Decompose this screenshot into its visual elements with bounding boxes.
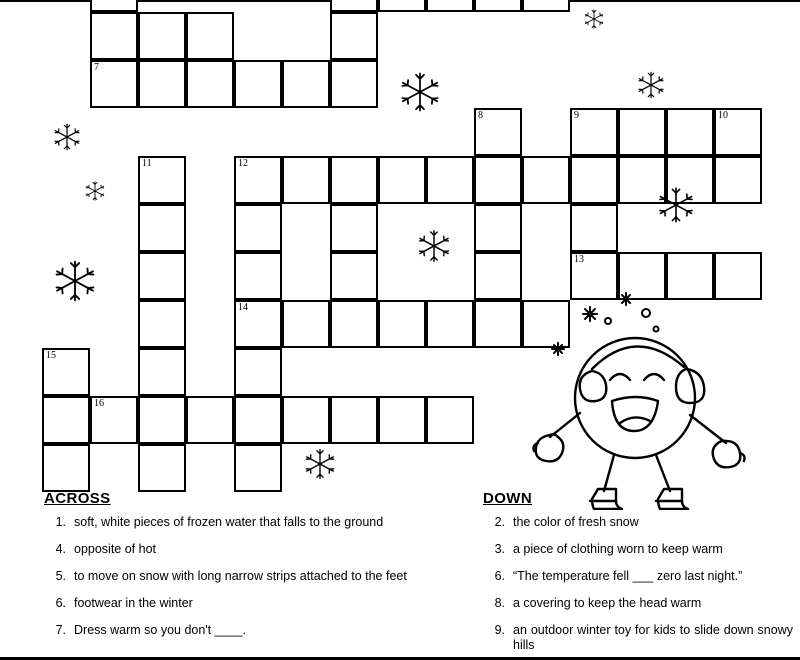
crossword-cell[interactable] <box>714 108 762 156</box>
crossword-cell[interactable] <box>234 204 282 252</box>
crossword-cell[interactable] <box>186 60 234 108</box>
crossword-cell[interactable] <box>90 396 138 444</box>
snowflake-icon <box>52 258 98 308</box>
crossword-cell[interactable] <box>426 396 474 444</box>
clue-number: 9. <box>494 623 505 637</box>
across-clue-item <box>44 542 474 557</box>
crossword-cell[interactable] <box>474 108 522 156</box>
crossword-cell[interactable] <box>570 204 618 252</box>
down-clue-item <box>483 596 793 611</box>
crossword-cell[interactable] <box>330 300 378 348</box>
cell-number: 16 <box>94 398 104 409</box>
crossword-cell[interactable] <box>330 252 378 300</box>
snowflake-icon <box>52 122 82 156</box>
crossword-cell[interactable] <box>666 108 714 156</box>
clue-number: 3. <box>494 542 505 556</box>
crossword-cell[interactable] <box>138 444 186 492</box>
crossword-cell[interactable] <box>234 396 282 444</box>
across-clue-item <box>44 515 474 530</box>
crossword-cell[interactable] <box>330 204 378 252</box>
crossword-cell[interactable] <box>282 156 330 204</box>
clue-text: soft, white pieces of frozen water that falls to the ground <box>74 515 384 529</box>
crossword-cell[interactable] <box>474 204 522 252</box>
crossword-cell[interactable] <box>138 252 186 300</box>
crossword-cell[interactable] <box>570 156 618 204</box>
crossword-cell[interactable] <box>378 156 426 204</box>
down-heading: DOWN <box>483 490 533 507</box>
crossword-cell[interactable] <box>378 300 426 348</box>
crossword-cell[interactable] <box>42 348 90 396</box>
across-clues <box>44 490 474 650</box>
crossword-cell[interactable] <box>138 300 186 348</box>
down-clue-item <box>483 515 793 530</box>
clue-text: a piece of clothing worn to keep warm <box>513 542 723 556</box>
clue-number: 6. <box>494 569 505 583</box>
cell-number: 13 <box>574 254 584 265</box>
snowflake-icon <box>636 70 666 104</box>
cell-number: 15 <box>46 350 56 361</box>
across-clue-item <box>44 569 474 584</box>
down-clue-list <box>483 515 793 653</box>
crossword-cell[interactable] <box>378 0 426 12</box>
crossword-cell[interactable] <box>42 396 90 444</box>
down-clue-item <box>483 542 793 557</box>
cell-number: 14 <box>238 302 248 313</box>
crossword-cell[interactable] <box>234 300 282 348</box>
cell-number: 7 <box>94 62 99 73</box>
clue-number: 6. <box>55 596 66 610</box>
clue-text: the color of fresh snow <box>513 515 639 529</box>
crossword-cell[interactable] <box>474 300 522 348</box>
clue-text: an outdoor winter toy for kids to slide down snowy hills <box>513 623 793 652</box>
cell-number: 8 <box>478 110 483 121</box>
crossword-cell[interactable] <box>42 444 90 492</box>
down-clue-item <box>483 623 793 653</box>
across-clue-item <box>44 596 474 611</box>
cell-number: 9 <box>574 110 579 121</box>
crossword-cell[interactable] <box>378 396 426 444</box>
crossword-cell[interactable] <box>138 12 186 60</box>
crossword-cell[interactable] <box>474 0 522 12</box>
crossword-cell[interactable] <box>282 60 330 108</box>
crossword-cell[interactable] <box>330 60 378 108</box>
crossword-cell[interactable] <box>138 348 186 396</box>
clue-text: to move on snow with long narrow strips attached to the feet <box>74 569 407 583</box>
crossword-cell[interactable] <box>474 156 522 204</box>
crossword-cell[interactable] <box>426 0 474 12</box>
down-clues <box>483 490 793 660</box>
clue-number: 4. <box>55 542 66 556</box>
crossword-cell[interactable] <box>522 156 570 204</box>
crossword-cell[interactable] <box>90 0 138 12</box>
crossword-cell[interactable] <box>330 396 378 444</box>
snowflake-icon <box>303 447 337 485</box>
crossword-cell[interactable] <box>330 0 378 12</box>
snowflake-icon <box>656 185 696 229</box>
clue-text: “The temperature fell ___ zero last night.” <box>513 569 743 583</box>
crossword-cell[interactable] <box>234 252 282 300</box>
crossword-cell[interactable] <box>474 252 522 300</box>
crossword-cell[interactable] <box>426 300 474 348</box>
crossword-cell[interactable] <box>714 156 762 204</box>
snowball-character-illustration <box>530 285 760 510</box>
cell-number: 12 <box>238 158 248 169</box>
clue-text: opposite of hot <box>74 542 157 556</box>
clue-number: 8. <box>494 596 505 610</box>
crossword-cell[interactable] <box>234 444 282 492</box>
clue-number: 2. <box>494 515 505 529</box>
crossword-cell[interactable] <box>282 396 330 444</box>
across-clue-list <box>44 515 474 638</box>
crossword-cell[interactable] <box>186 396 234 444</box>
crossword-cell[interactable] <box>234 156 282 204</box>
clue-section <box>0 490 800 658</box>
snowflake-icon <box>583 8 605 34</box>
across-clue-item <box>44 623 474 638</box>
crossword-cell[interactable] <box>186 12 234 60</box>
clue-number: 1. <box>55 515 66 529</box>
clue-text: footwear in the winter <box>74 596 193 610</box>
clue-number: 7. <box>55 623 66 637</box>
clue-text: Dress warm so you don't ____. <box>74 623 246 637</box>
crossword-cell[interactable] <box>90 12 138 60</box>
crossword-cell[interactable] <box>522 0 570 12</box>
across-heading: ACROSS <box>44 490 111 507</box>
crossword-cell[interactable] <box>90 60 138 108</box>
snowflake-icon <box>416 228 452 268</box>
crossword-cell[interactable] <box>330 156 378 204</box>
crossword-cell[interactable] <box>234 60 282 108</box>
crossword-cell[interactable] <box>282 300 330 348</box>
snowflake-icon <box>84 180 106 206</box>
clue-number: 5. <box>55 569 66 583</box>
crossword-cell[interactable] <box>138 60 186 108</box>
clue-text: a covering to keep the head warm <box>513 596 702 610</box>
down-clue-item <box>483 569 793 584</box>
crossword-cell[interactable] <box>138 396 186 444</box>
crossword-cell[interactable] <box>138 156 186 204</box>
crossword-cell[interactable] <box>234 348 282 396</box>
crossword-cell[interactable] <box>570 108 618 156</box>
crossword-cell[interactable] <box>426 156 474 204</box>
crossword-cell[interactable] <box>138 204 186 252</box>
crossword-cell[interactable] <box>330 12 378 60</box>
cell-number: 11 <box>142 158 152 169</box>
crossword-cell[interactable] <box>618 108 666 156</box>
cell-number: 10 <box>718 110 728 121</box>
snowflake-icon <box>398 70 442 118</box>
